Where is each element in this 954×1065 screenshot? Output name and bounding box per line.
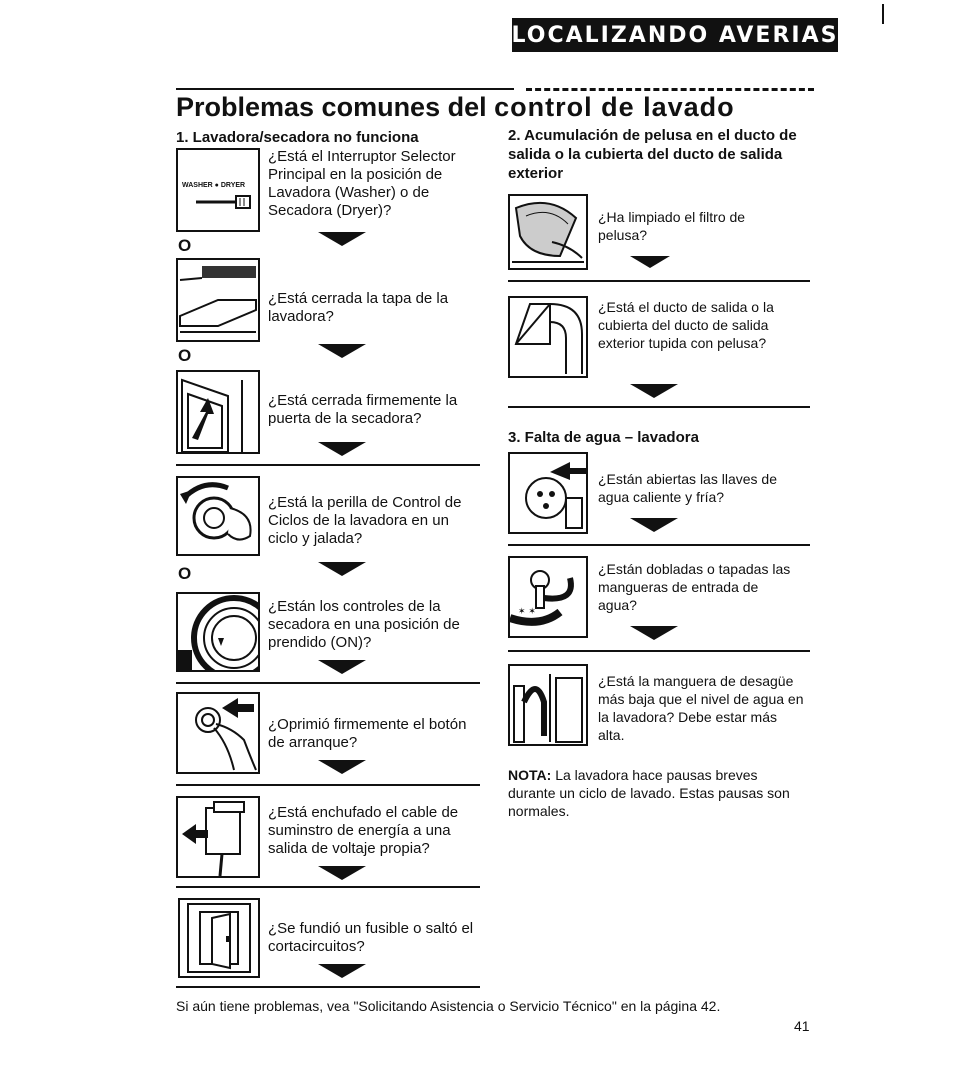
down-arrow-icon: [630, 384, 678, 400]
start-button-illustration: [176, 692, 260, 774]
question-dryer-controls: ¿Están los controles de la secadora en una posición de prendido (ON)?: [268, 598, 460, 651]
divider: [176, 986, 480, 988]
washer-lid-illustration: [176, 258, 260, 342]
press-button-icon: [178, 694, 258, 774]
down-arrow-icon: [318, 964, 366, 980]
down-arrow-icon: [318, 760, 366, 776]
section2-title: 2. Acumulación de pelusa en el ducto de salida o la cubierta del ducto de salida exterior: [508, 127, 797, 182]
or-label-2: O: [178, 346, 192, 365]
margin-mark: [882, 4, 884, 24]
note-text: La lavadora hace pausas breves durante un ciclo de lavado. Estas pausas son normales.: [508, 767, 790, 819]
hose-icon: [510, 558, 586, 636]
down-arrow-icon: [630, 518, 678, 534]
divider: [176, 784, 480, 786]
header-band: [512, 18, 838, 52]
lint-filter-illustration: [508, 194, 588, 270]
inlet-hoses-illustration: [508, 556, 588, 638]
dial-icon: [178, 594, 258, 672]
exhaust-duct-illustration: [508, 296, 588, 378]
dryer-door-illustration: [176, 370, 260, 454]
divider: [508, 280, 810, 282]
power-plug-illustration: [176, 796, 260, 878]
faucet-icon: [510, 454, 586, 532]
section1-title: 1. Lavadora/secadora no funciona: [176, 129, 419, 146]
question-exhaust-duct: ¿Está el ducto de salida o la cubierta del ducto de salida exterior tupida con pelusa?: [598, 299, 774, 351]
page-title-rest: control de lavado: [494, 92, 735, 122]
selector-switch-illustration: [176, 148, 260, 232]
question-faucets: ¿Están abiertas las llaves de agua caliente y fría?: [598, 471, 777, 505]
divider: [176, 886, 480, 888]
question-fuse: ¿Se fundió un fusible o saltó el cortacircuitos?: [268, 920, 474, 955]
divider: [508, 650, 810, 652]
page-number: 41: [794, 1018, 810, 1034]
down-arrow-icon: [318, 562, 366, 578]
down-arrow-icon: [630, 256, 670, 270]
question-cycle-knob: ¿Está la perilla de Control de Ciclos de la lavadora en un ciclo y jalada?: [268, 494, 462, 547]
divider: [508, 406, 810, 408]
question-washer-lid: ¿Está cerrada la tapa de la lavadora?: [268, 290, 449, 325]
question-dryer-door: ¿Está cerrada firmemente la puerta de la secadora?: [268, 392, 458, 427]
down-arrow-icon: [318, 866, 366, 882]
question-power-plug: ¿Está enchufado el cable de suminstro de energía a una salida de voltaje propia?: [268, 804, 459, 857]
or-label-3: O: [178, 564, 192, 583]
divider: [176, 464, 480, 466]
note-label: NOTA:: [508, 767, 552, 783]
plug-icon: [178, 798, 258, 878]
dryer-door-icon: [178, 372, 258, 452]
question-start-button: ¿Oprimió firmemente el botón de arranque?: [268, 716, 467, 751]
down-arrow-icon: [318, 660, 366, 676]
down-arrow-icon: [318, 232, 366, 248]
dryer-controls-illustration: [176, 592, 260, 672]
page-title: [176, 92, 735, 123]
section3-title: 3. Falta de agua – lavadora: [508, 429, 699, 446]
water-faucets-illustration: [508, 452, 588, 534]
fuse-box-icon: [180, 900, 258, 976]
down-arrow-icon: [318, 442, 366, 458]
knob-hand-icon: [178, 478, 258, 556]
footer-text: Si aún tiene problemas, vea "Solicitando Asistencia o Servicio Técnico" en la página 42.: [176, 998, 721, 1014]
question-inlet-hoses: ¿Están dobladas o tapadas las mangueras de entrada de agua?: [598, 561, 791, 613]
drain-hose-illustration: [508, 664, 588, 746]
switch-icon: [178, 150, 258, 230]
question-lint-filter: ¿Ha limpiado el filtro de pelusa?: [598, 209, 746, 243]
title-rule: [176, 88, 514, 90]
lint-filter-icon: [510, 196, 586, 268]
question-selector-switch: ¿Está el Interruptor Selector Principal en la posición de Lavadora (Washer) o de Secadora (Dryer)?: [268, 148, 456, 219]
or-label-1: O: [178, 236, 192, 255]
header-band-text: LOCALIZANDO AVERIAS: [512, 22, 838, 48]
title-dashed-rule: [526, 88, 814, 91]
question-drain-hose: ¿Está la manguera de desagüe más baja que el nivel de agua en la lavadora? Debe estar más alta.: [598, 673, 804, 743]
cycle-knob-illustration: [176, 476, 260, 556]
fuse-box-illustration: [178, 898, 260, 978]
drain-hose-icon: [510, 666, 586, 744]
duct-hood-icon: [510, 298, 586, 376]
svg-text:✶ ✶: ✶ ✶: [518, 607, 536, 617]
down-arrow-icon: [318, 344, 366, 360]
down-arrow-icon: [630, 626, 678, 642]
divider: [176, 682, 480, 684]
washer-lid-icon: [178, 260, 258, 340]
divider: [508, 544, 810, 546]
page-title-bold: Problemas comunes del: [176, 92, 487, 122]
note: [508, 766, 798, 820]
switch-label: WASHER ● DRYER: [182, 182, 246, 189]
